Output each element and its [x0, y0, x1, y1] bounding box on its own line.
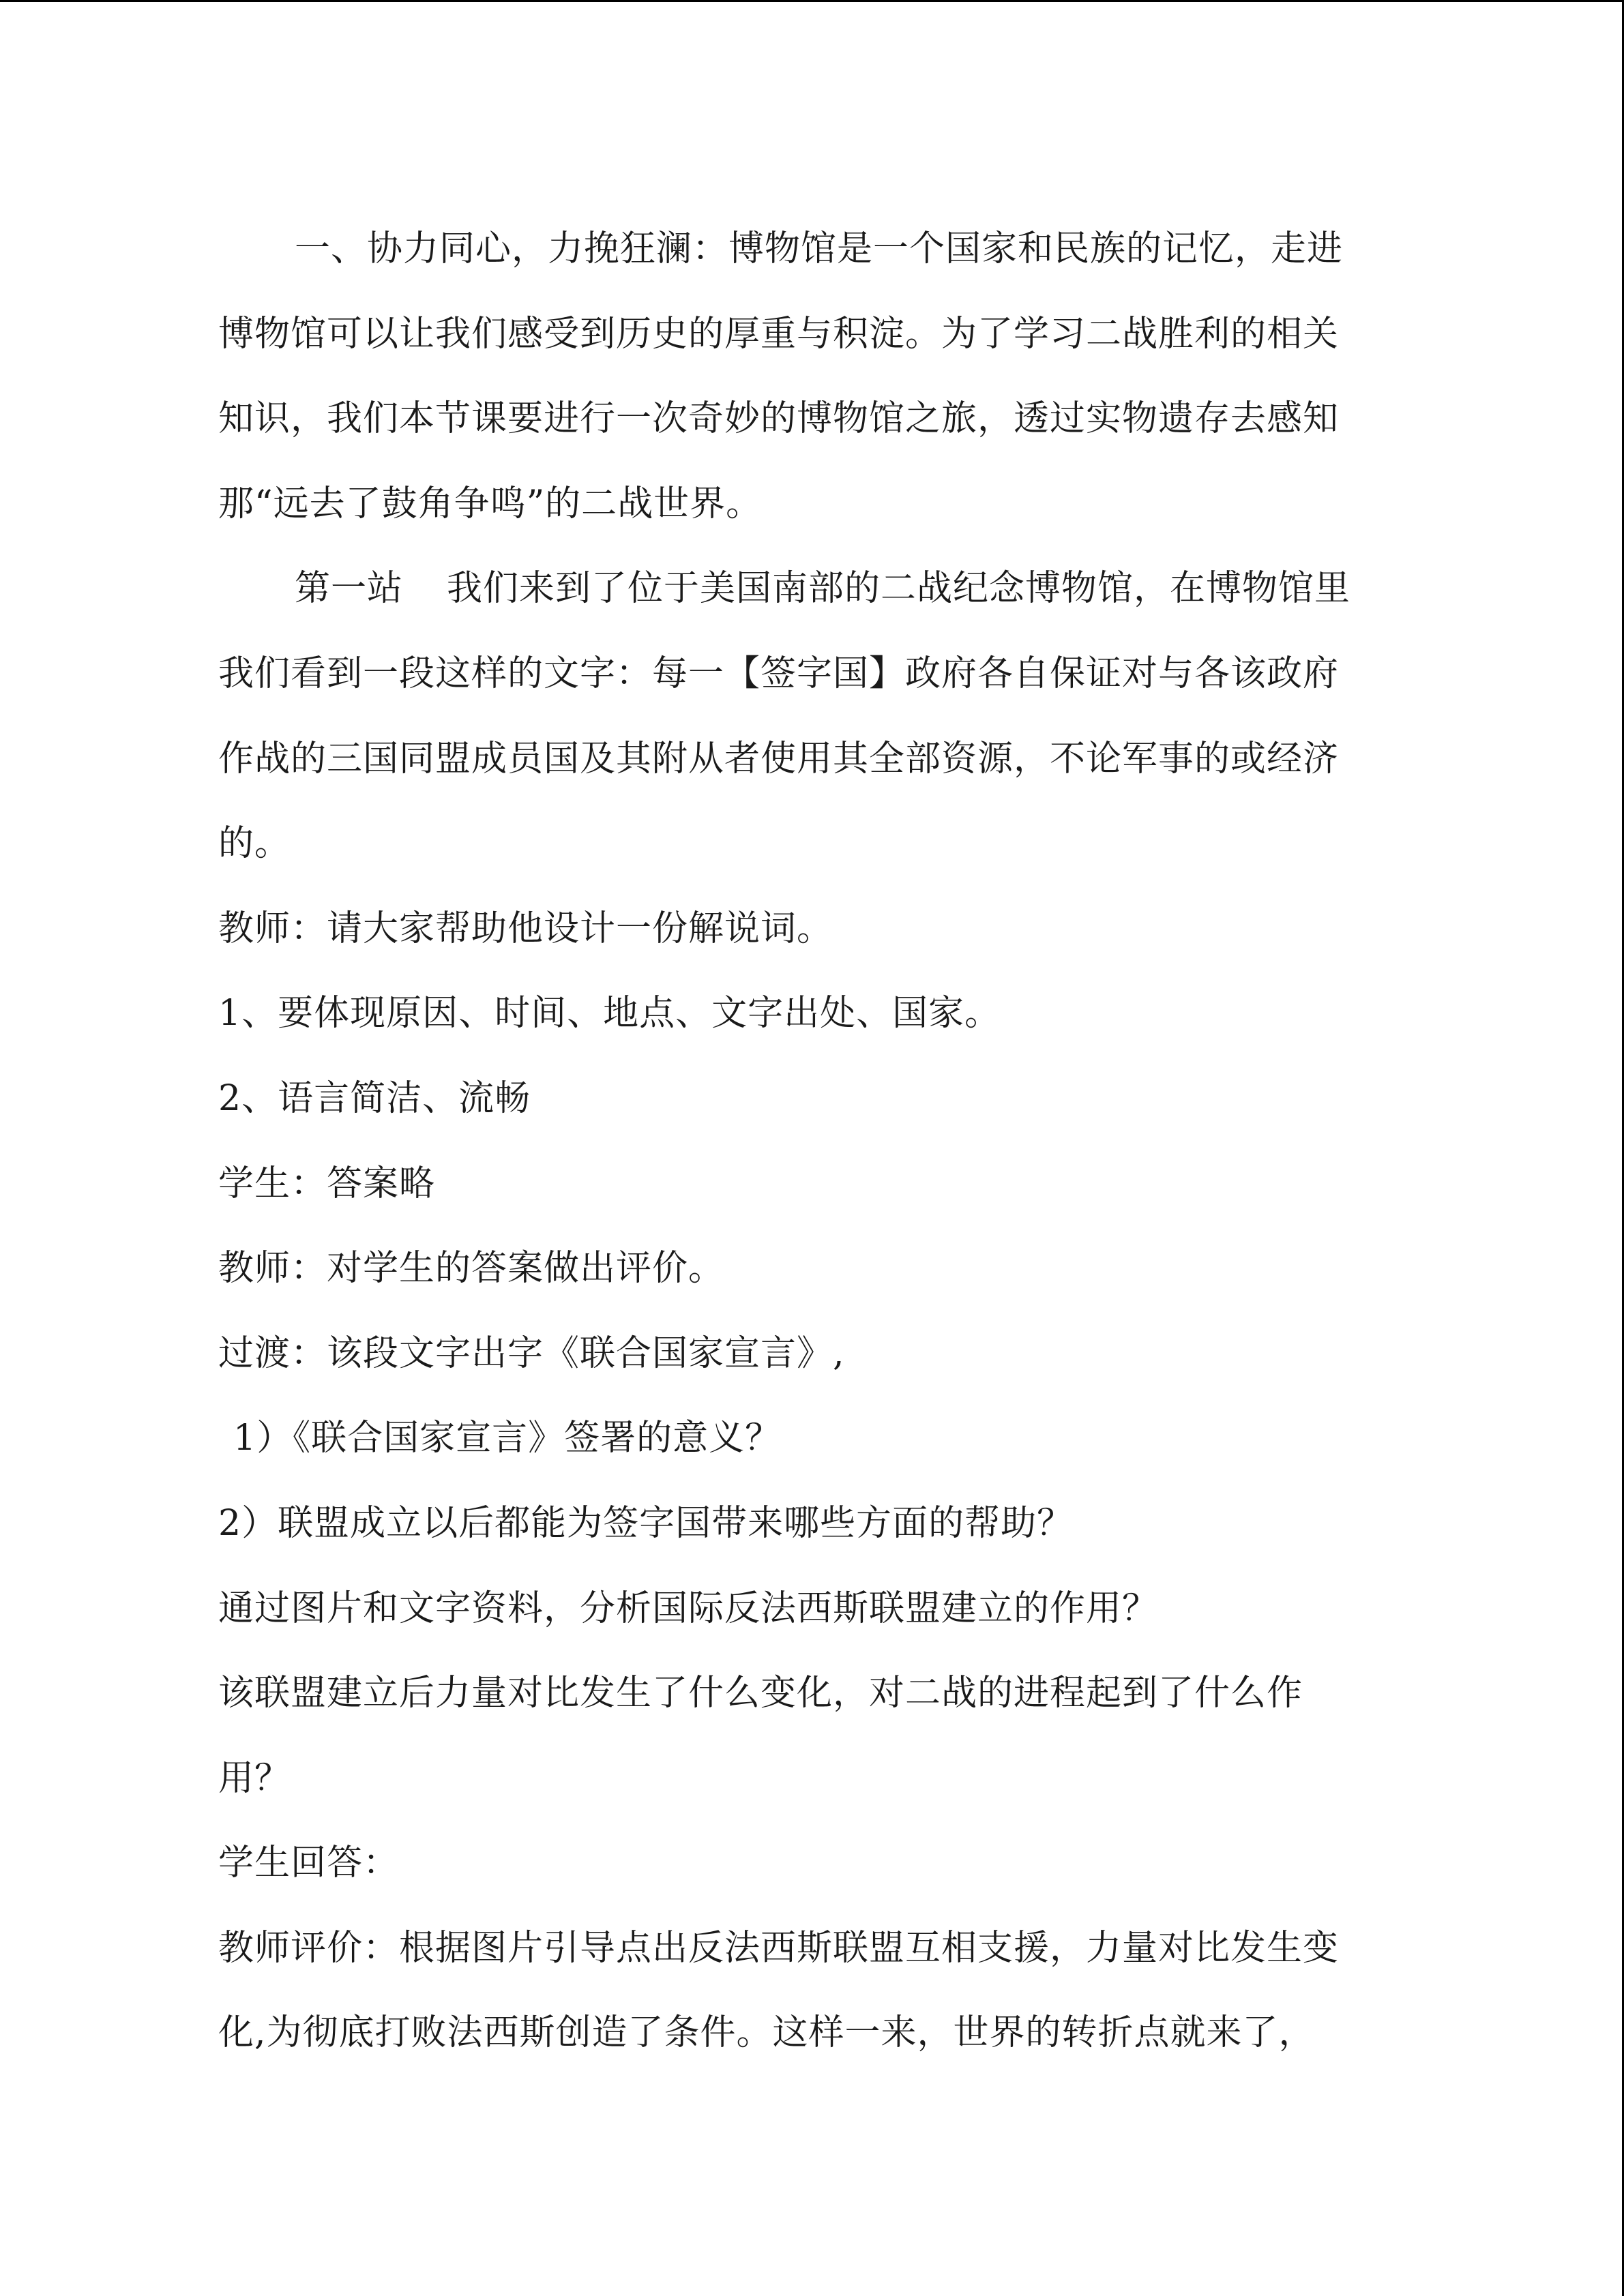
document-body [218, 207, 1419, 2076]
paragraph-line: 该联盟建立后力量对比发生了什么变化，对二战的进程起到了什么作 [218, 1673, 1303, 1714]
paragraph-line [218, 546, 1419, 631]
paragraph-line: 学生：答案略 [218, 1163, 436, 1204]
paragraph-line: 通过图片和文字资料，分析国际反法西斯联盟建立的作用？ [218, 1587, 1159, 1629]
page-top-border [0, 0, 1624, 2]
paragraph-line: 过渡：该段文字出字《联合国家宣言》, [218, 1332, 845, 1374]
paragraph-line: 2、语言简洁、流畅 [218, 1077, 531, 1119]
paragraph-line: 学生回答： [218, 1843, 400, 1884]
paragraph-line: 教师评价：根据图片引导点出反法西斯联盟互相支援，力量对比发生变 [218, 1927, 1340, 1969]
paragraph-line: 1、要体现原因、时间、地点、文字出处、国家。 [218, 993, 1001, 1034]
paragraph-line: 的。 [218, 823, 291, 865]
paragraph-line: 化,为彻底打败法西斯创造了条件。这样一来，世界的转折点就来了， [218, 2012, 1315, 2054]
paragraph-line: 那“远去了鼓角争鸣”的二战世界。 [218, 483, 763, 524]
paragraph-line: 2）联盟成立以后都能为签字国带来哪些方面的帮助？ [218, 1502, 1074, 1544]
paragraph-line: 1）《联合国家宣言》签署的意义？ [233, 1418, 782, 1459]
paragraph-line: 知识，我们本节课要进行一次奇妙的博物馆之旅，透过实物遗存去感知 [218, 398, 1340, 440]
paragraph-line: 教师：请大家帮助他设计一份解说词。 [218, 908, 833, 949]
station-text: 我们来到了位于美国南部的二战纪念博物馆，在博物馆里 [447, 568, 1351, 610]
paragraph-line: 作战的三国同盟成员国及其附从者使用其全部资源，不论军事的或经济 [218, 738, 1340, 779]
paragraph-line: 用？ [218, 1757, 291, 1799]
paragraph-line: 我们看到一段这样的文字：每一【签字国】政府各自保证对与各该政府 [218, 653, 1340, 694]
paragraph-line: 教师：对学生的答案做出评价。 [218, 1248, 725, 1289]
paragraph-line: 一、协力同心，力挽狂澜：博物馆是一个国家和民族的记忆，走进 [295, 228, 1344, 269]
paragraph-line: 博物馆可以让我们感受到历史的厚重与积淀。为了学习二战胜利的相关 [218, 313, 1340, 355]
station-label: 第一站 [295, 568, 404, 610]
